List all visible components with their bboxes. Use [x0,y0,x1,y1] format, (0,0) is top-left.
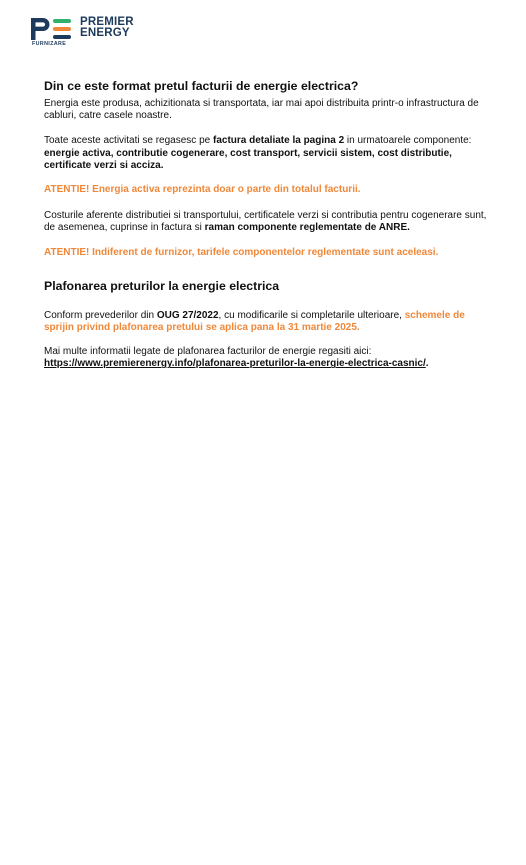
text-segment: Conform prevederilor din [44,309,157,321]
paragraph-regulated-costs [44,210,490,234]
paragraph-invoice-components [44,135,490,172]
paragraph-oug [44,310,490,334]
logo-brand-text [80,17,134,38]
warning-active-energy: ATENTIE! Energia activa reprezinta doar o parte din totalul facturii. [44,184,361,196]
section-heading-invoice-composition: Din ce este format pretul facturii de energie electrica? [44,79,359,93]
warning-regulated-tariffs: ATENTIE! Indiferent de furnizor, tarifele componentelor reglementate sunt aceleasi. [44,246,439,258]
text-bold-invoice-page: factura detaliate la pagina 2 [212,135,345,147]
text-period: . [425,358,429,370]
text-bold-anre: raman componente reglementate de ANRE. [204,222,410,234]
logo-brand-line1: PREMIER [80,16,134,28]
text-bold-oug: OUG 27/2022 [156,309,219,321]
section-heading-price-cap: Plafonarea preturilor la energie electrica [44,278,280,293]
text-orange-support-schemes: schemele de sprijin privind plafonarea pretului se aplica pana la 31 martie 2025. [44,309,465,334]
price-cap-info-link[interactable]: https://www.premierenergy.info/plafonarea-preturilor-la-energie-electrica-casnic/ [44,358,426,370]
paragraph-energy-intro: Energia este produsa, achizitionata si transportata, iar mai apoi distribuita printr-o infrastructura de cabluri, catre casele noastre. [44,98,479,122]
text-segment: in urmatoarele componente: [344,135,472,147]
paragraph-more-info [44,346,490,370]
text-segment: Mai multe informatii legate de plafonarea facturilor de energie regasiti aici: [44,346,372,358]
main-content [44,79,490,371]
text-segment: , cu modificarile si completarile ulterioare, [218,309,405,321]
pe-logo-icon [31,17,77,41]
text-segment: Costurile aferente distributiei si transportului, certificatele verzi si contributia pentru cogenerare sunt, de asemenea, cuprinse in factura si [44,210,487,234]
text-bold-components-list: energie activa, contributie cogenerare, cost transport, servicii sistem, cost distributie, certificate verzi si acciza. [44,147,452,171]
logo-subtitle: FURNIZARE [32,41,67,47]
text-segment: Toate aceste activitati se regasesc pe [44,135,213,147]
logo-brand-line2: ENERGY [80,26,130,39]
premier-energy-logo [31,17,156,49]
